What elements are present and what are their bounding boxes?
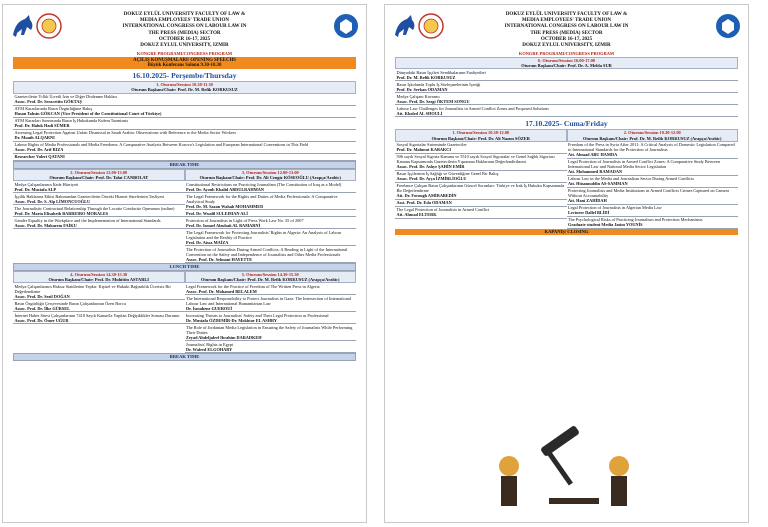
university-horse-logo-icon	[9, 11, 37, 41]
presentation-title: Labour Law Challenges for Journalists in Armed Conflict Zones and Proposed Solutions	[396, 105, 549, 111]
speaker-name: Assoc. Prof. Dr. Sezil DOĞAN	[14, 293, 70, 299]
program-label: KONGRE PROGRAMI/CONGRESS PROGRAM	[136, 51, 233, 56]
lunch-time: LUNCH TIME	[13, 263, 356, 271]
presentation-row	[13, 312, 185, 324]
presentation-row	[13, 300, 185, 312]
day2-session-2: 2. Oturum/Session 10.30-12.00 Oturum Başkanı/Chair: Prof. Dr. M. Refik KORKUSUZ (Arapça/Arabic) Freedom of the Press in Syria After 2011: A Critical Analysis of Domestic Legislation Compared to International Standards for the Protection of Journalists Att. Ahmad ABU HAMDA Legal Protection of Journalists in Armed Conflict Zones: A Comparative Study Between International Law and National Media Sector Legislation Att. Mohammed RAMADAN Labour Law in the Media and Journalism Sector During Armed Conflicts Att. Hüsamuddin AS-SAMMAN Protecting Journalists and Media Institutions in Armed Conflicts Crimes Captured on Camera Without Accountability Att. Hani ZAHİDAH Legal Protection of Journalists in Algerian Media Law Lecturer Dallel BLİDİ The Psychological Risks of Practicing Journalism and Protection Mechanisms Graduate student Media Jasim YOUNİS	[567, 129, 739, 228]
presentation-title: Freelance Çalışan Basın Çalışanlarının Güncel Sorunları: Türkiye ve İrak İş Hukuku Kapsamında Bir Değerlendirme	[396, 183, 565, 194]
presentation-row	[185, 229, 357, 246]
presentation-row	[185, 193, 357, 210]
presentation-title: Medya Çalışanı Kavramı	[396, 93, 440, 99]
break-time-2: BREAK TIME	[13, 353, 356, 361]
speaker-name: Prof. Dr. Mustafa ALP	[14, 186, 57, 192]
presentation-row	[395, 154, 567, 171]
presentation-title: Labour Rights of Media Professionals and Media Freedoms: A Comparative Analysis Between Kosovo's Legislation and European International Conventions in This Field	[14, 142, 309, 148]
presentation-title: Legal Framework for the Practice of Freedom of The Written Press in Algeria	[186, 283, 320, 289]
presentation-title: Freedom of the Press in Syria After 2011: A Critical Analysis of Domestic Legislation Compared to International Standards for the Protection of Journalists	[568, 142, 735, 153]
presentation-title: The Legal Framework for the Rights and Duties of Media Professionals: A Comparative Analytical Study	[186, 193, 338, 204]
presentation-title: The Legal Framework for Protecting Journalists' Rights in Algeria: An Analysis of Labour Legislation and the Reality of Practice	[186, 229, 342, 240]
presentation-row	[185, 283, 357, 295]
speaker-name: Dr. Muath ALQARNI	[14, 135, 55, 141]
presentation-row	[13, 205, 185, 217]
speaker-name: Assoc. Prof. Dr. Maharem FAİKU	[14, 222, 77, 228]
presentation-title: Gazetecilerin Yıllık Ücretli İzin ve Diğer Dinlenme Hakları	[14, 94, 118, 100]
presentation-title: The International Responsibility to Protect Journalists in Gaza: The Intersection of International Labour Law and International Humanitarian Law	[186, 295, 351, 306]
presentation-row	[185, 312, 357, 324]
speaker-name: Att. Khaled AL SHOULİ	[396, 110, 443, 116]
break-time-1: BREAK TIME	[13, 161, 356, 169]
speaker-name: Hasan Tahsin GÖKCAN (Vice President of the Constitutional Court of Türkiye)	[14, 111, 162, 117]
presentation-row	[13, 154, 356, 161]
presentation-row	[567, 205, 739, 217]
header	[385, 5, 748, 55]
presentation-title: Basın İşkolunda Toplu İş Sözleşmelerinin İçeriği	[396, 81, 481, 87]
speaker-name: Assoc. Prof. Dr. S. Alp LİMONCUOĞLU	[14, 198, 91, 204]
presentation-title: Legal Protection of Journalists in Algerian Media Law	[568, 205, 662, 211]
sessions-2-3	[13, 169, 356, 263]
speaker-name: Prof. Dr. Wualil SULEIMAN ALİ	[186, 210, 248, 216]
presentation-row	[13, 193, 185, 205]
sessions-4-5	[13, 271, 356, 353]
presentation-row	[13, 283, 185, 300]
presentation-title: Basın Özgürlüğü Çerçevesinde Basın Çalışanlarının Özen Borcu	[14, 300, 126, 306]
program-label: KONGRE PROGRAMI/CONGRESS PROGRAM	[518, 51, 615, 56]
day2-sessions	[395, 129, 738, 228]
presentation-row	[13, 130, 356, 142]
presentation-title: The Journalistic Contractual Relationship Through the Locatio Conductio Operarum (online)	[14, 205, 175, 211]
presentation-row	[185, 341, 357, 353]
presentation-title: Gender Equality in the Workplace and the Implementation of International Standards	[14, 217, 161, 223]
opening-banner: AÇILIŞ KONUŞMALARI/ OPENING SPEECHS Büyük Konferans Salonu 9.30-10.30	[13, 57, 356, 69]
session-6: 6. Oturum/Session 16.00-17.00 Oturum Başkanı/Chair: Prof. Dr. A. Melda SUR Dünyadaki Basın İşçileri Sendikalarının Faaliyetleri Prof. Dr. M. Refik KORKUSUZ Basın İşkolunda Toplu İş Sözleşmelerinin İçeriği Prof. Dr. Serkan ODAMAN Medya Çalışanı Kavramı Assoc. Prof. Dr. Sezgi ÖKTEM SONGU Labour Law Challenges for Journalists in Armed Conflict Zones and Proposed Solutions Att. Khaled AL SHOULİ	[395, 57, 738, 117]
speaker-name: Asst. Prof. Dr. Eda ODAMAN	[396, 200, 452, 206]
presentation-title: The Legal Protection of Journalists in Armed Conflict	[396, 207, 490, 213]
speaker-name: Prof. Dr. Maria Elisabeth BARREIRO MORALES	[14, 210, 109, 216]
presentation-title: İşçilik Haklarına Etkisi Bakımından Gazetecilerin Önceki Hizmet Sürelerinin Tasfiyesi	[14, 193, 165, 199]
day1-date: 16.10.2025- Perşembe/Thursday	[132, 71, 237, 81]
speaker-name: Assoc. Prof. Dr. Sezgi ÖKTEM SONGU	[396, 98, 470, 104]
presentation-row	[13, 181, 185, 193]
presentation-row	[185, 295, 357, 312]
presentation-row	[185, 324, 357, 341]
session-4: 4. Oturum/Session 14.30-15.30 Oturum Başkanı/Chair: Prof. Dr. Muhittin ASTARLI Medya Çalışanlarının Haksız Statülerine Tepkiı: Kişisel ve Hukuki Bağımlılık Ücretsiz Bir Değerlendirme Assoc. Prof. Dr. Sezil DOĞAN Basın Özgürlüğü Çerçevesinde Basın Çalışanlarının Özen Borcu Assoc. Prof. Dr. İlke GÜRSEL İnternet Haber Sitesi Çalışanlarının 7418 Sayılı Kanun'la Yapılan Değişiklikler Sonrası Durumu Assoc. Prof. Dr. Ömer UĞUR	[13, 271, 185, 353]
speaker-name: Assoc. Prof. Dr. Ayça İZMİRLİOĞLU	[396, 176, 467, 182]
presentation-row	[395, 105, 738, 117]
presentation-title: AYM Kararlarında Basın Özgürlüğüne Bakış	[14, 106, 93, 112]
presentation-row	[185, 210, 357, 217]
presentation-row	[395, 81, 738, 93]
presentation-row	[567, 142, 739, 159]
presentation-row	[395, 183, 567, 200]
presentation-title: AYM Kararları Sonrasında Basın İş Hukukunda Kıdem Tazminatı	[14, 118, 128, 124]
day2-date: 17.10.2025- Cuma/Friday	[525, 119, 608, 129]
presentation-row	[567, 188, 739, 205]
presentation-row	[185, 181, 357, 193]
speaker-name: Prof. Dr. Serkan ODAMAN	[396, 86, 448, 92]
speaker-name: Att. Ahmad ELTERK	[396, 212, 437, 218]
presentation-row	[395, 93, 738, 105]
speaker-name: Assoc. Prof. Dr. Arif RIZA	[14, 147, 64, 153]
speaker-name: Zeyad Abdeljaleel Ibrahim DARADKEH	[186, 334, 262, 340]
presentation-row	[13, 217, 185, 229]
day2-session-1: 1. Oturum/Session 10.30-12.00 Oturum Başkanı/Chair: Prof. Dr. Ali Nazım SÖZER Sosyal Sigortalar Sisteminde Gazeteciler Prof. Dr. Mahmut KABAKCI 506 sayılı Sosyal Sigorta Kanunu ve 5510 sayılı Sosyal Sigortalar ve Genel Sağlık Sigortası Kanunu Kapsamında Gazetecilerin Yıpranma Haklarının Değerlendirilmesi Assoc. Prof. Dr. Aslıye ŞAHİN EMİR Basın İşçilerinin İş Sağlığı ve Güvenliğine Genel Bir Bakış Assoc. Prof. Dr. Ayça İZMİRLİOĞLU Freelance Çalışan Basın Çalışanlarının Güncel Sorunları: Türkiye ve İrak İş Hukuku Kapsamında Bir Değerlendirme Att. Dr. Forough AMİRABEDİN Asst. Prof. Dr. Eda ODAMAN The Legal Protection of Journalists in Armed Conflict Att. Ahmad ELTERK	[395, 129, 567, 228]
presentation-title: 506 sayılı Sosyal Sigorta Kanunu ve 5510 sayılı Sosyal Sigortalar ve Genel Sağlık Sigortası Kanunu Kapsamında Gazetecilerin Yıpranma Haklarının Değerlendirilmesi	[396, 154, 555, 165]
speaker-name: Att. Mohammed RAMADAN	[568, 169, 623, 175]
presentation-title: Medya Çalışanlarının Haksız Statülerine Tepkiı: Kişisel ve Hukuki Bağımlılık Ücretsiz Bir Değerlendirme	[14, 283, 171, 294]
media-union-logo-icon	[332, 11, 360, 41]
presentation-row	[395, 171, 567, 183]
speaker-name: Assoc. Prof. Dr. Seracettin GÖKTAŞ	[14, 99, 82, 105]
session-5: 5. Oturum/Session 14.30-15.30 Oturum Başkanı/Chair: Prof. Dr. M. Refik KORKUSUZ (Arapça/Arabic) Legal Framework for the Practice of Freedom of The Written Press in Algeria Assoc. Prof. Dr. Mohamed BELALEM The International Responsibility to Protect Journalists in Gaza: The Intersection of International Labour Law and International Humanitarian Law Dr. İsmahene GUEROUİ Increasing Threats to Journalists' Safety and Their Legal Protection as Professional Dr. Mustafa ÖZDEMİR-Dr. Mokhtar EL ASHRY The Role of Jordanian Media Legislation in Ensuring the Safety of Journalists While Performing Their Duties Zeyad Abdeljaleel Ibrahim DARADKEH Journalists' Rights in Egypt Dr. Waleed ELGOHARY	[185, 271, 357, 353]
presentation-row	[185, 217, 357, 229]
speaker-name: Assoc. Prof. Dr. Ömer UĞUR	[14, 317, 69, 323]
presentation-row	[567, 217, 739, 229]
justice-gavel-artwork-icon	[389, 408, 746, 516]
presentation-title: Increasing Threats to Journalists' Safety and Their Legal Protection as Professional	[186, 312, 329, 318]
speaker-name: Prof. Dr. Ismael Alzubaii AL BAMARNİ	[186, 222, 261, 228]
presentation-title: Journalists' Rights in Egypt	[186, 341, 234, 347]
presentation-row	[395, 142, 567, 154]
speaker-name: Prof. Dr. Mahmut KABAKCI	[396, 147, 452, 153]
presentation-title: Protection of Journalists in Light of Press Work Law No. 35 of 2007	[186, 217, 304, 223]
speaker-name: Assoc. Prof. Dr. Selmani HAYETTE	[186, 256, 253, 262]
presentation-title: Labour Law in the Media and Journalism Sector During Armed Conflicts	[568, 176, 695, 182]
speaker-name: Att. Hüsamuddin AS-SAMMAN	[568, 181, 628, 187]
presentation-title: Protecting Journalists and Media Institutions in Armed Conflicts Crimes Captured on Camera Without Accountability	[568, 188, 729, 199]
speaker-name: Graduate student Media Jasim YOUNİS	[568, 222, 643, 228]
closing-banner: KAPANIŞ/ CLOSING	[395, 229, 738, 235]
presentation-title: Basın İşçilerinin İş Sağlığı ve Güvenliğine Genel Bir Bakış	[396, 171, 499, 177]
speaker-name: Prof. Dr. Ayoub Khalid ABDULRAHMAN	[186, 186, 264, 192]
presentation-title: Constitutional Restrictions on Practicing Journalism (The Constitution of Iraq as a Model)	[186, 181, 342, 187]
presentation-title: Dünyadaki Basın İşçileri Sendikalarının Faaliyetleri	[396, 69, 486, 75]
session-1: 1. Oturum/Session 10.30-11.30 Oturum Başkanı/Chair: Prof. Dr. M. Refik KORKUSUZ Gazetecilerin Yıllık Ücretli İzin ve Diğer Dinlenme Hakları Assoc. Prof. Dr. Seracettin GÖKTAŞ AYM Kararlarında Basın Özgürlüğüne Bakış Hasan Tahsin GÖKCAN (Vice President of the Constitutional Court of Türkiye) AYM Kararları Sonrasında Basın İş Hukukunda Kıdem Tazminatı Prof. Dr. Haluk Hadi SÜMER Assessing Legal Protection Against Unfair Dismissal in Saudi Arabia: Observations with Reference to the Media Sector Workers Dr. Muath ALQARNI Labour Rights of Media Professionals and Media Freedoms: A Comparative Analysis Between Kosovo's Legislation and European International Conventions in This Field Assoc. Prof. Dr. Arif RIZA Researcher Valeri QATANI	[13, 81, 356, 160]
program-page-right	[384, 4, 749, 523]
media-union-logo-icon	[714, 11, 742, 41]
presentation-row	[13, 106, 356, 118]
presentation-title: İnternet Haber Sitesi Çalışanlarının 7418 Sayılı Kanun'la Yapılan Değişiklikler Sonrası Durumu	[14, 312, 180, 318]
presentation-row	[395, 69, 738, 81]
session-2: 2. Oturum/Session 12.00-13.00 Oturum Başkanı/Chair: Prof. Dr. Talat CANBOLAT Medya Çalışanlarının İfade Hürriyeti Prof. Dr. Mustafa ALP İşçilik Haklarına Etkisi Bakımından Gazetecilerin Önceki Hizmet Sürelerinin Tasfiyesi Assoc. Prof. Dr. S. Alp LİMONCUOĞLU The Journalistic Contractual Relationship Through the Locatio Conductio Operarum (online) Prof. Dr. Maria Elisabeth BARREIRO MORALES Gender Equality in the Workplace and the Implementation of International Standards Assoc. Prof. Dr. Maharem FAİKU	[13, 169, 185, 263]
presentation-row	[395, 207, 567, 219]
presentation-row	[567, 159, 739, 176]
presentation-row	[13, 118, 356, 130]
presentation-title: The Role of Jordanian Media Legislation in Ensuring the Safety of Journalists While Performing Their Duties	[186, 324, 353, 335]
speaker-name: Prof. Dr. Haluk Hadi SÜMER	[14, 123, 70, 129]
presentation-row	[395, 200, 567, 207]
speaker-name: Assoc. Prof. Dr. Aslıye ŞAHİN EMİR	[396, 164, 465, 170]
session-3: 3. Oturum/Session 12.00-13.00 Oturum Başkanı/Chair: Prof. Dr. Ali Cengiz KÖSEOĞLU (Arapça/Arabic) Constitutional Restrictions on Practicing Journalism (The Constitution of Iraq as a Model) Prof. Dr. Ayoub Khalid ABDULRAHMAN The Legal Framework for the Rights and Duties of Media Professionals: A Comparative Analytical Study Prof. Dr. M. Sazan Wahab MOHAMMED Prof. Dr. Wualil SULEIMAN ALİ Protection of Journalists in Light of Press Work Law No. 35 of 2007 Prof. Dr. Ismael Alzubaii AL BAMARNİ The Legal Framework for Protecting Journalists' Rights in Algeria: An Analysis of Labour Legislation and the Reality of Practice Prof. Dr. Aissa MAİZA The Protection of Journalists During Armed Conflicts: A Reading in Light of the International Convention on the Safety and Independence of Journalists and Other Media Professionals Assoc. Prof. Dr. Selmani HAYETTE	[185, 169, 357, 263]
speaker-name: Assoc. Prof. Dr. İlke GÜRSEL	[14, 305, 71, 311]
congress-title: DOKUZ EYLÜL UNIVERSITY FACULTY OF LAW & MEDIA EMPLOYEES' TRADE UNION INTERNATIONAL CONGRESS ON LABOUR LAW IN THE PRESS (MEDIA) SECTOR OCTOBER 16-17, 2025 DOKUZ EYLUL UNIVERSITY, IZMIR	[504, 11, 629, 49]
presentation-row	[13, 142, 356, 154]
speaker-name: Lecturer Dallel BLİDİ	[568, 210, 610, 216]
speaker-name: Prof. Dr. M. Refik KORKUSUZ	[396, 74, 456, 80]
presentation-row	[567, 176, 739, 188]
speaker-name: Prof. Dr. Aissa MAİZA	[186, 239, 229, 245]
speaker-name: Dr. Mustafa ÖZDEMİR-Dr. Mokhtar EL ASHRY	[186, 317, 278, 323]
congress-title: DOKUZ EYLÜL UNIVERSITY FACULTY OF LAW & MEDIA EMPLOYEES' TRADE UNION INTERNATIONAL CONGRESS ON LABOUR LAW IN THE PRESS (MEDIA) SECTOR OCTOBER 16-17, 2025 DOKUZ EYLUL UNIVERSITY, IZMIR	[122, 11, 247, 49]
program-page-left	[2, 4, 367, 523]
speaker-name: Att. Ahmad ABU HAMDA	[568, 152, 618, 158]
header	[3, 5, 366, 55]
presentation-title: Medya Çalışanlarının İfade Hürriyeti	[14, 181, 79, 187]
presentation-row	[185, 246, 357, 263]
presentation-title: The Psychological Risks of Practicing Journalism and Protection Mechanisms	[568, 217, 703, 223]
speaker-name: Assoc. Prof. Dr. Mohamed BELALEM	[186, 288, 257, 294]
presentation-title: Sosyal Sigortalar Sisteminde Gazeteciler	[396, 142, 467, 148]
presentation-title: Legal Protection of Journalists in Armed Conflict Zones: A Comparative Study Between International Law and National Media Sector Legislation	[568, 159, 720, 170]
presentation-title: Assessing Legal Protection Against Unfair Dismissal in Saudi Arabia: Observations with Reference to the Media Sector Workers	[14, 130, 237, 136]
speaker-name: Prof. Dr. M. Sazan Wahab MOHAMMED	[186, 203, 264, 209]
speaker-name: Dr. Waleed ELGOHARY	[186, 346, 233, 352]
speaker-name: Researcher Valeri QATANI	[14, 154, 65, 160]
speaker-name: Dr. İsmahene GUEROUİ	[186, 305, 233, 311]
speaker-name: Att. Hani ZAHİDAH	[568, 198, 607, 204]
presentation-title: The Protection of Journalists During Armed Conflicts: A Reading in Light of the International Convention on the Safety and Independence of Journalists and Other Media Professionals	[186, 246, 348, 257]
presentation-row	[13, 94, 356, 106]
university-horse-logo-icon	[391, 11, 419, 41]
speaker-name: Att. Dr. Forough AMİRABEDİN	[396, 193, 457, 199]
